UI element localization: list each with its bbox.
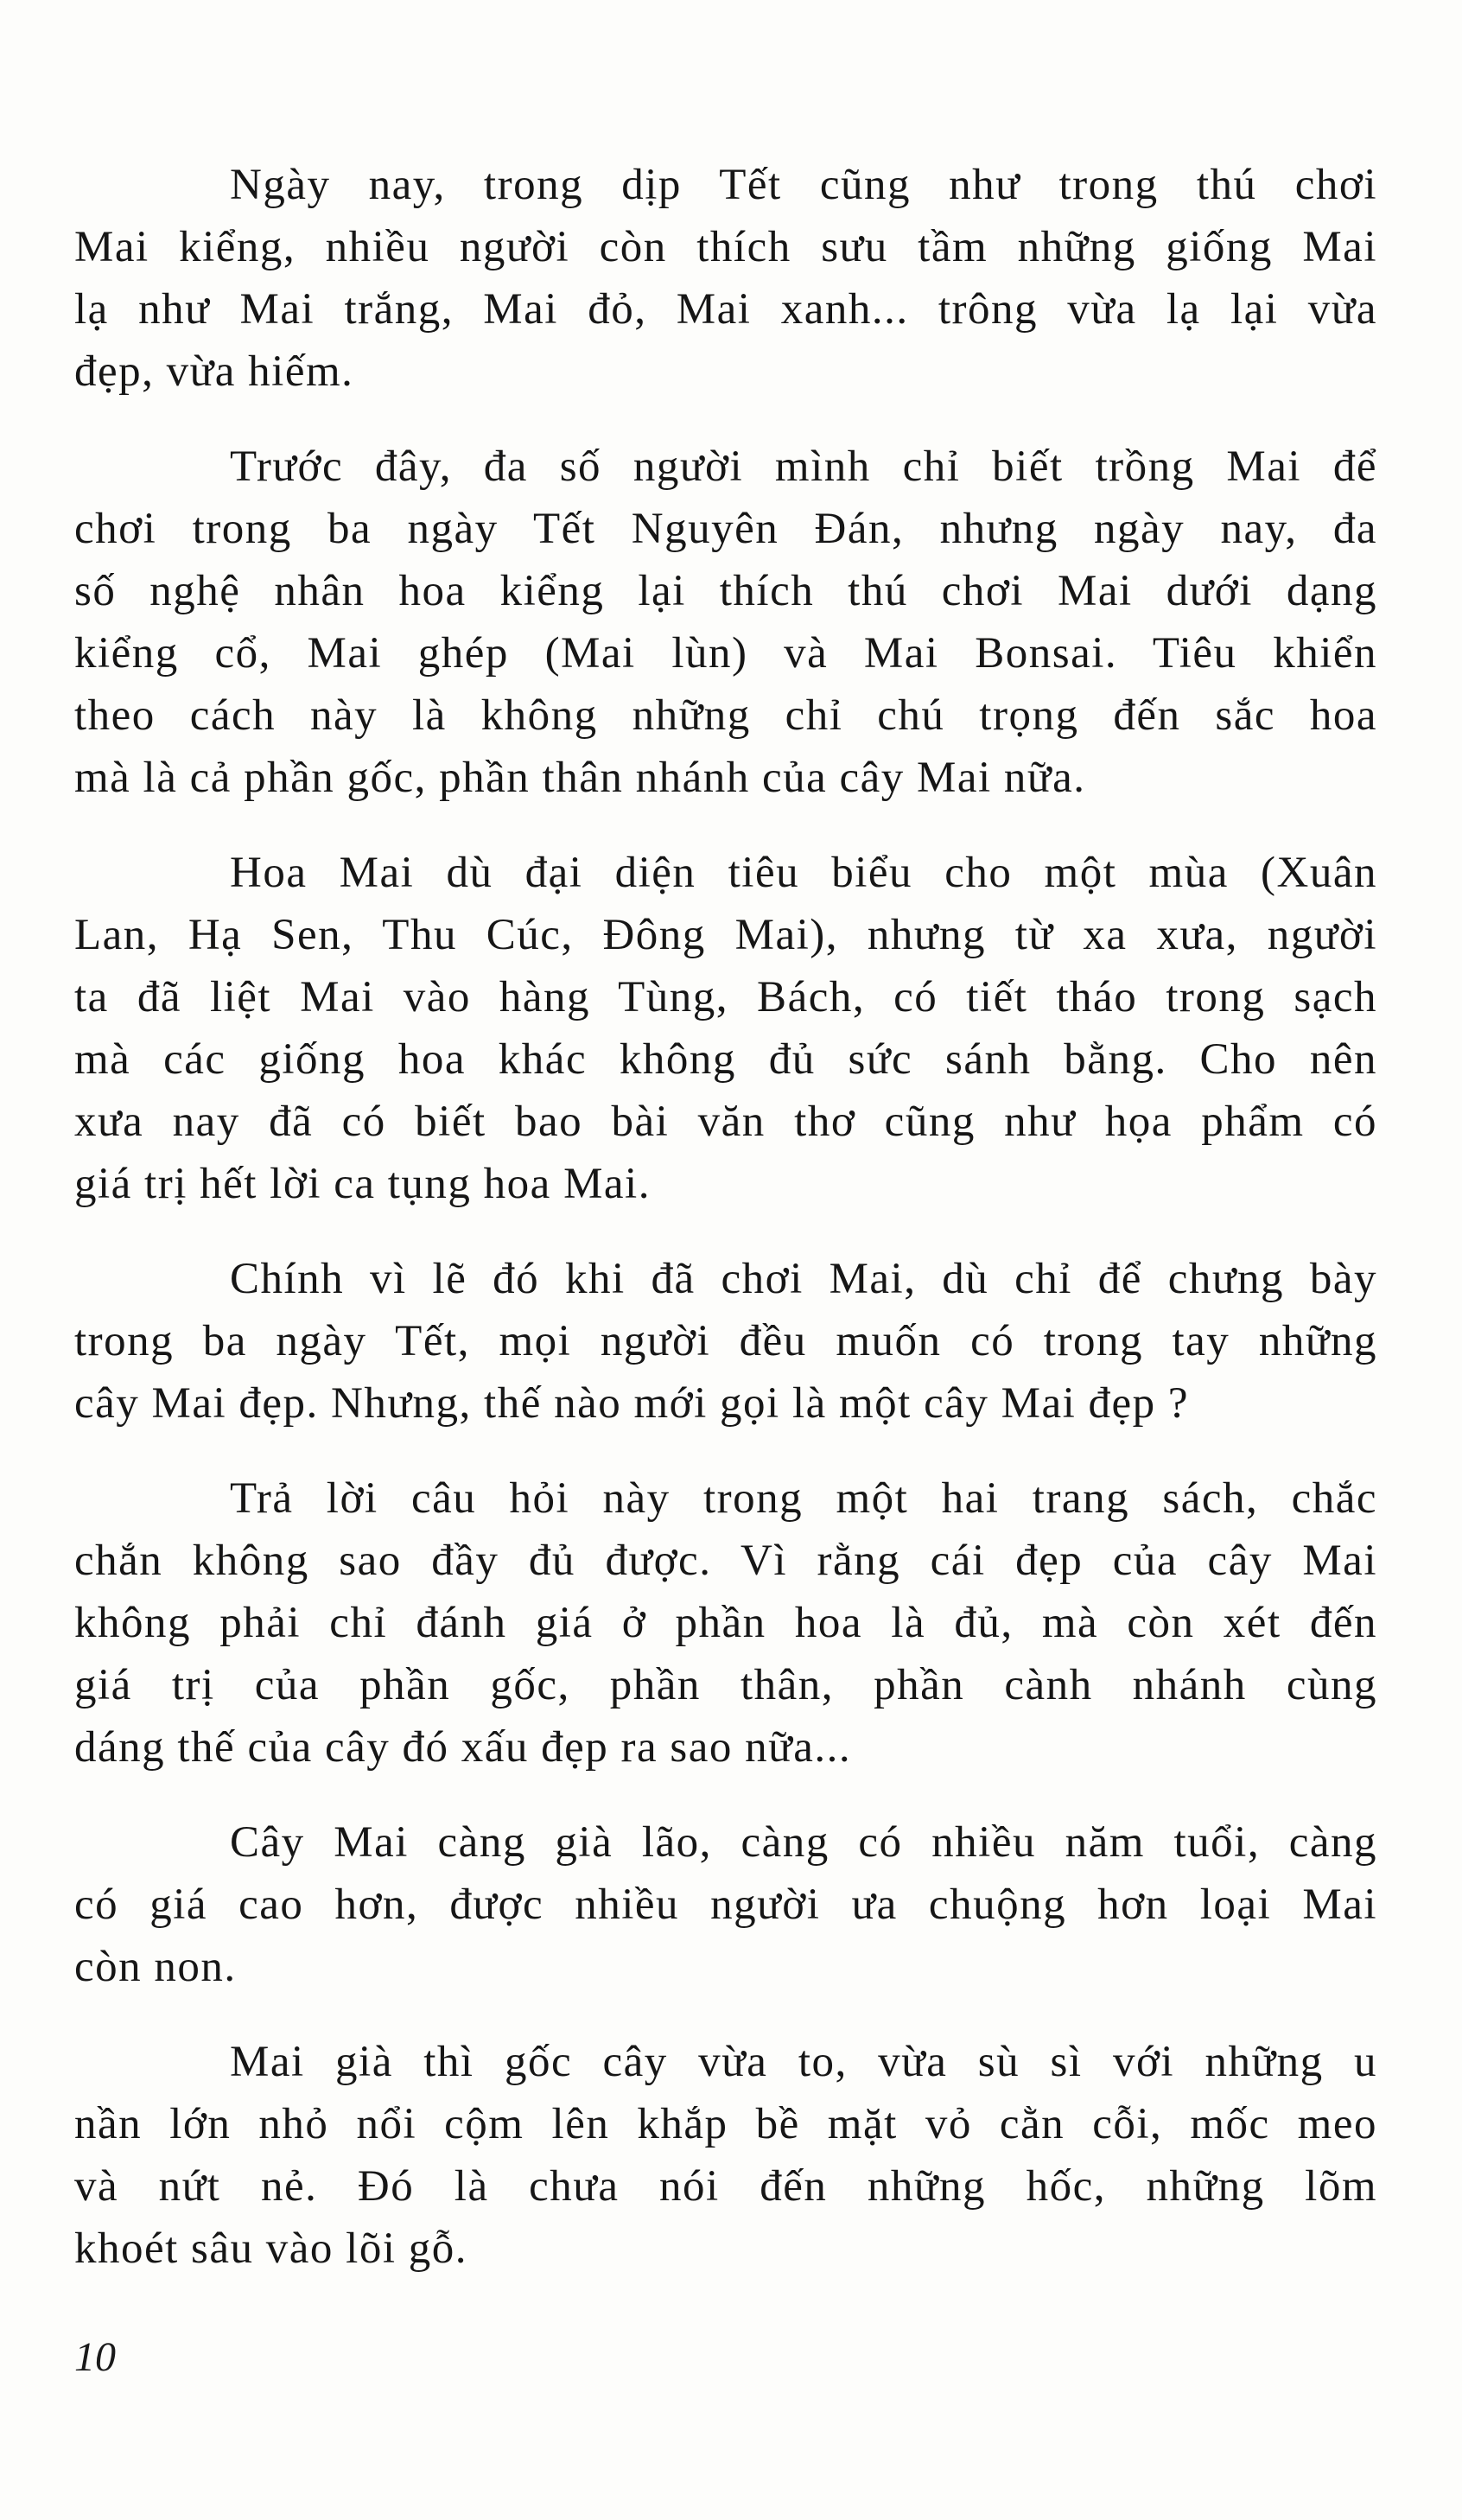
text-line: theo cách này là không những chỉ chú trọng đến sắc hoa	[74, 691, 1377, 740]
text-line: và nứt nẻ. Đó là chưa nói đến những hốc, những lõm	[74, 2162, 1377, 2211]
text-line: Trước đây, đa số người mình chỉ biết trồng Mai để	[230, 442, 1377, 491]
text-line: có giá cao hơn, được nhiều người ưa chuộng hơn loại Mai	[74, 1880, 1377, 1929]
paragraph	[74, 1248, 1377, 1435]
text-line: dáng thế của cây đó xấu đẹp ra sao nữa...	[74, 1723, 852, 1772]
page-number: 10	[74, 2334, 116, 2380]
text-line: chơi trong ba ngày Tết Nguyên Đán, nhưng ngày nay, đa	[74, 505, 1377, 553]
page-body	[74, 154, 1377, 2313]
text-line: ta đã liệt Mai vào hàng Tùng, Bách, có tiết tháo trong sạch	[74, 973, 1377, 1021]
text-line: khoét sâu vào lõi gỗ.	[74, 2224, 468, 2273]
text-line: Chính vì lẽ đó khi đã chơi Mai, dù chỉ để chưng bày	[230, 1255, 1377, 1303]
paragraph	[74, 1467, 1377, 1779]
text-line: chắn không sao đầy đủ được. Vì rằng cái đẹp của cây Mai	[74, 1537, 1377, 1585]
text-line: nần lớn nhỏ nổi cộm lên khắp bề mặt vỏ cằn cỗi, mốc meo	[74, 2100, 1377, 2148]
text-line: mà các giống hoa khác không đủ sức sánh bằng. Cho nên	[74, 1035, 1377, 1084]
paragraph	[74, 1811, 1377, 1998]
text-line: Ngày nay, trong dịp Tết cũng như trong thú chơi	[230, 161, 1377, 209]
paragraph	[74, 842, 1377, 1215]
text-line: lạ như Mai trắng, Mai đỏ, Mai xanh... trông vừa lạ lại vừa	[74, 285, 1377, 334]
text-line: mà là cả phần gốc, phần thân nhánh của cây Mai nữa.	[74, 754, 1086, 802]
text-line: Lan, Hạ Sen, Thu Cúc, Đông Mai), nhưng từ xa xưa, người	[74, 911, 1377, 959]
text-line: trong ba ngày Tết, mọi người đều muốn có trong tay những	[74, 1317, 1377, 1365]
text-line: số nghệ nhân hoa kiểng lại thích thú chơi Mai dưới dạng	[74, 567, 1377, 615]
text-line: Mai kiểng, nhiều người còn thích sưu tầm những giống Mai	[74, 223, 1377, 271]
paragraph	[74, 436, 1377, 809]
paragraph	[74, 154, 1377, 403]
paragraph	[74, 2031, 1377, 2280]
text-line: Cây Mai càng già lão, càng có nhiều năm tuổi, càng	[230, 1818, 1377, 1867]
text-line: cây Mai đẹp. Nhưng, thế nào mới gọi là một cây Mai đẹp ?	[74, 1379, 1190, 1428]
text-line: xưa nay đã có biết bao bài văn thơ cũng như họa phẩm có	[74, 1098, 1377, 1146]
text-line: giá trị của phần gốc, phần thân, phần cành nhánh cùng	[74, 1661, 1377, 1709]
text-line: còn non.	[74, 1943, 237, 1991]
text-line: Hoa Mai dù đại diện tiêu biểu cho một mùa (Xuân	[230, 849, 1377, 897]
text-line: kiểng cổ, Mai ghép (Mai lùn) và Mai Bonsai. Tiêu khiển	[74, 629, 1377, 678]
text-line: giá trị hết lời ca tụng hoa Mai.	[74, 1160, 651, 1208]
text-line: không phải chỉ đánh giá ở phần hoa là đủ, mà còn xét đến	[74, 1599, 1377, 1647]
text-line: Trả lời câu hỏi này trong một hai trang sách, chắc	[230, 1474, 1377, 1523]
text-line: Mai già thì gốc cây vừa to, vừa sù sì với những u	[230, 2038, 1377, 2086]
text-line: đẹp, vừa hiếm.	[74, 347, 354, 396]
